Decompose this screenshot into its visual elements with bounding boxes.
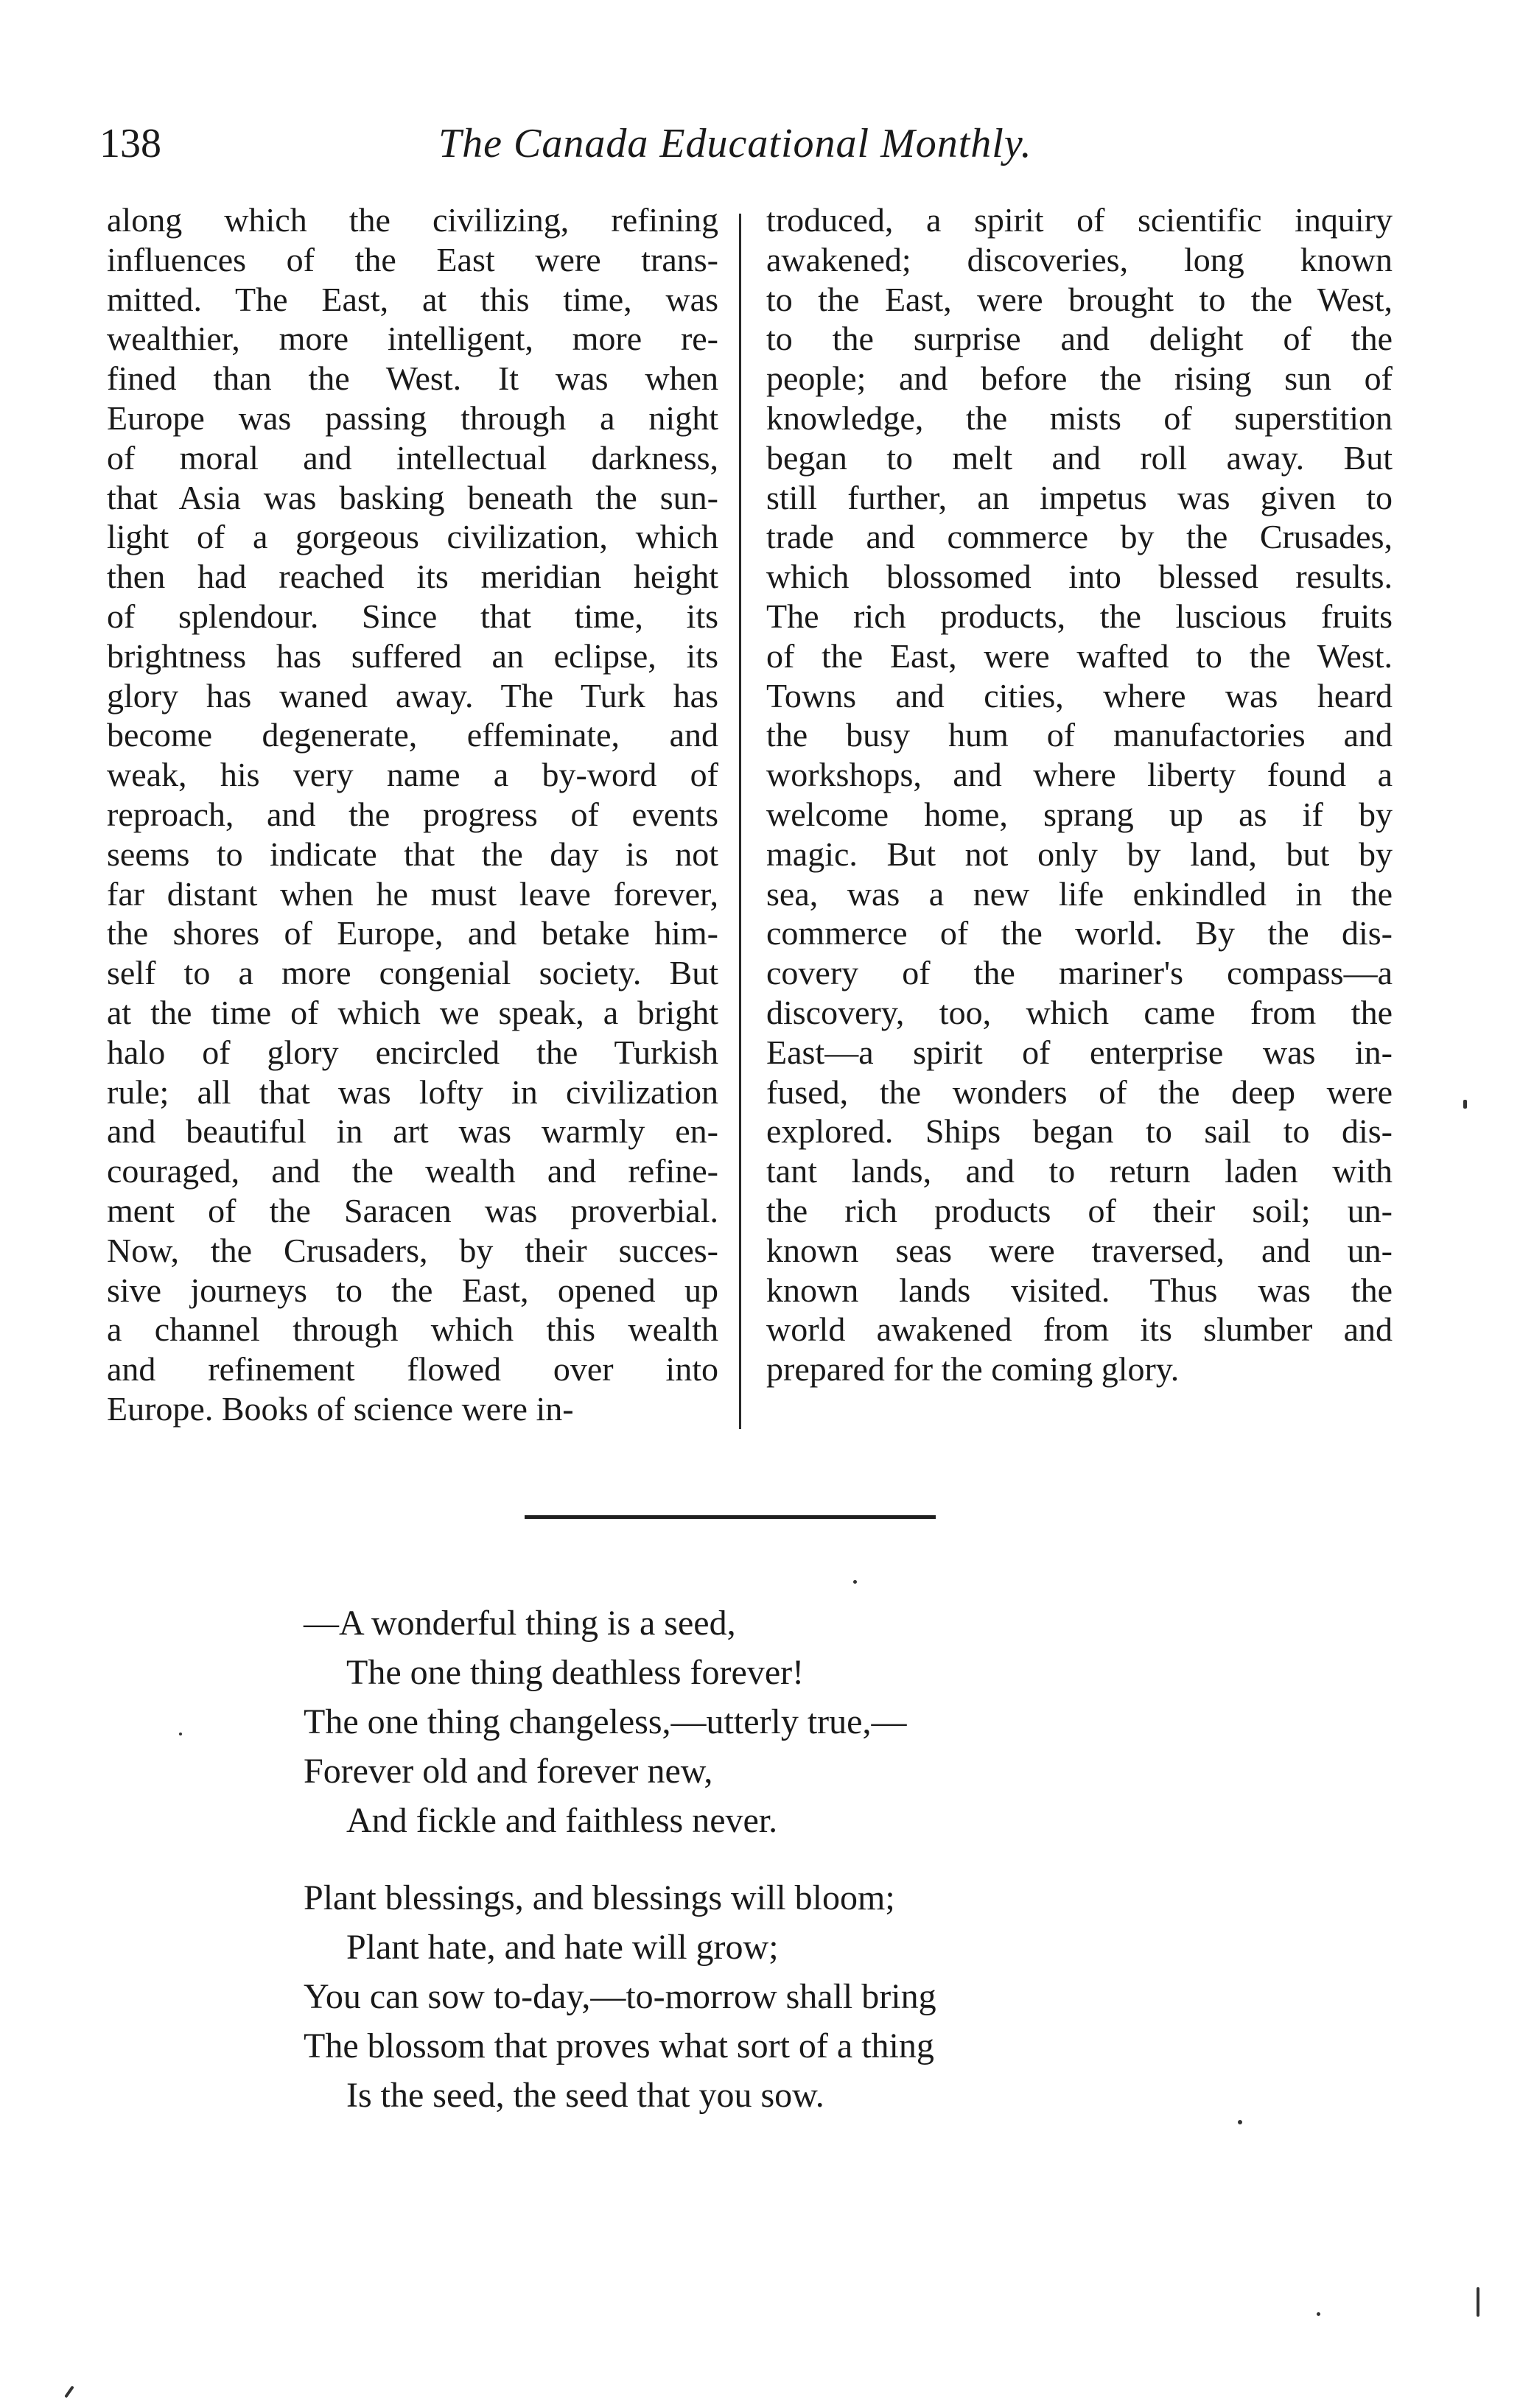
print-speck	[64, 2385, 74, 2398]
text-line: then had reached its meridian height	[107, 558, 718, 596]
text-line: rule; all that was lofty in civilization	[107, 1073, 718, 1111]
text-line: a channel through which this wealth	[107, 1310, 718, 1349]
text-line: Europe was passing through a night	[107, 399, 718, 437]
text-line: which blossomed into blessed results.	[766, 558, 1393, 596]
text-line: welcome home, sprang up as if by	[766, 795, 1393, 833]
print-speck	[179, 1733, 182, 1735]
poem-line: You can sow to-day,—to-morrow shall bring	[304, 1977, 936, 2016]
text-line: that Asia was basking beneath the sun-	[107, 478, 718, 516]
section-divider	[525, 1515, 936, 1519]
text-line: knowledge, the mists of superstition	[766, 399, 1393, 437]
text-line: sive journeys to the East, opened up	[107, 1271, 718, 1309]
text-line: become degenerate, effeminate, and	[107, 716, 718, 754]
text-line: known lands visited. Thus was the	[766, 1271, 1393, 1309]
article-left-column	[107, 200, 718, 1429]
text-line: explored. Ships began to sail to dis-	[766, 1112, 1393, 1151]
text-line: reproach, and the progress of events	[107, 795, 718, 833]
column-divider	[739, 214, 741, 1429]
text-line: world awakened from its slumber and	[766, 1310, 1393, 1349]
text-line: along which the civilizing, refining	[107, 201, 718, 239]
text-line: seems to indicate that the day is not	[107, 835, 718, 873]
text-line: to the East, were brought to the West,	[766, 280, 1393, 318]
text-line: glory has waned away. The Turk has	[107, 676, 718, 715]
print-speck	[1317, 2312, 1320, 2316]
text-line: halo of glory encircled the Turkish	[107, 1033, 718, 1071]
poem-line: The blossom that proves what sort of a thing	[304, 2026, 934, 2065]
text-line: Europe. Books of science were in-	[107, 1389, 574, 1428]
text-line: began to melt and roll away. But	[766, 438, 1393, 477]
text-line: self to a more congenial society. But	[107, 954, 718, 992]
text-line: ment of the Saracen was proverbial.	[107, 1191, 718, 1229]
text-line: prepared for the coming glory.	[766, 1350, 1180, 1389]
text-line: East—a spirit of enterprise was in-	[766, 1033, 1393, 1071]
text-line: far distant when he must leave forever,	[107, 874, 718, 913]
text-line: the busy hum of manufactories and	[766, 716, 1393, 754]
text-line: weak, his very name a by-word of	[107, 756, 718, 794]
text-line: wealthier, more intelligent, more re-	[107, 320, 718, 358]
print-speck	[1463, 1100, 1467, 1109]
print-speck	[1238, 2120, 1242, 2124]
text-line: mitted. The East, at this time, was	[107, 280, 718, 318]
running-header	[99, 110, 1079, 177]
text-line: influences of the East were trans-	[107, 240, 718, 278]
text-line: workshops, and where liberty found a	[766, 756, 1393, 794]
text-line: and refinement flowed over into	[107, 1350, 718, 1389]
text-line: to the surprise and delight of the	[766, 320, 1393, 358]
poem-line: The one thing changeless,—utterly true,—	[304, 1702, 907, 1741]
text-line: Now, the Crusaders, by their succes-	[107, 1231, 718, 1269]
text-line: at the time of which we speak, a bright	[107, 993, 718, 1031]
text-line: fused, the wonders of the deep were	[766, 1073, 1393, 1111]
text-line: fined than the West. It was when	[107, 359, 718, 398]
text-line: people; and before the rising sun of	[766, 359, 1393, 398]
poem-line: Is the seed, the seed that you sow.	[346, 2076, 824, 2115]
poem-stanza	[304, 1873, 1261, 2120]
text-line: discovery, too, which came from the	[766, 993, 1393, 1031]
poem	[304, 1598, 1261, 2120]
poem-line: Plant hate, and hate will grow;	[346, 1928, 779, 1967]
text-line: sea, was a new life enkindled in the	[766, 874, 1393, 913]
poem-line: The one thing deathless forever!	[346, 1653, 805, 1692]
print-speck	[1477, 2287, 1479, 2317]
text-line: known seas were traversed, and un-	[766, 1231, 1393, 1269]
text-line: the shores of Europe, and betake him-	[107, 914, 718, 952]
text-line: commerce of the world. By the dis-	[766, 914, 1393, 952]
text-line: troduced, a spirit of scientific inquiry	[766, 201, 1393, 239]
poem-line: Plant blessings, and blessings will bloom;	[304, 1878, 895, 1917]
page-number: 138	[99, 121, 161, 166]
text-line: brightness has suffered an eclipse, its	[107, 636, 718, 675]
poem-stanza	[304, 1598, 1261, 1845]
print-speck	[853, 1580, 857, 1584]
article-right-column	[766, 200, 1393, 1389]
text-line: still further, an impetus was given to	[766, 478, 1393, 516]
text-line: the rich products of their soil; un-	[766, 1191, 1393, 1229]
text-line: light of a gorgeous civilization, which	[107, 518, 718, 556]
text-line: trade and commerce by the Crusades,	[766, 518, 1393, 556]
text-line: tant lands, and to return laden with	[766, 1152, 1393, 1190]
poem-line: And fickle and faithless never.	[346, 1801, 778, 1840]
text-line: and beautiful in art was warmly en-	[107, 1112, 718, 1151]
text-line: magic. But not only by land, but by	[766, 835, 1393, 873]
poem-line: Forever old and forever new,	[304, 1752, 713, 1791]
running-title: The Canada Educational Monthly.	[438, 121, 1032, 166]
text-line: The rich products, the luscious fruits	[766, 597, 1393, 635]
text-line: of the East, were wafted to the West.	[766, 636, 1393, 675]
text-line: awakened; discoveries, long known	[766, 240, 1393, 278]
poem-line: —A wonderful thing is a seed,	[304, 1604, 736, 1643]
text-line: of moral and intellectual darkness,	[107, 438, 718, 477]
text-line: covery of the mariner's compass—a	[766, 954, 1393, 992]
text-line: of splendour. Since that time, its	[107, 597, 718, 635]
text-line: couraged, and the wealth and refine-	[107, 1152, 718, 1190]
text-line: Towns and cities, where was heard	[766, 676, 1393, 715]
